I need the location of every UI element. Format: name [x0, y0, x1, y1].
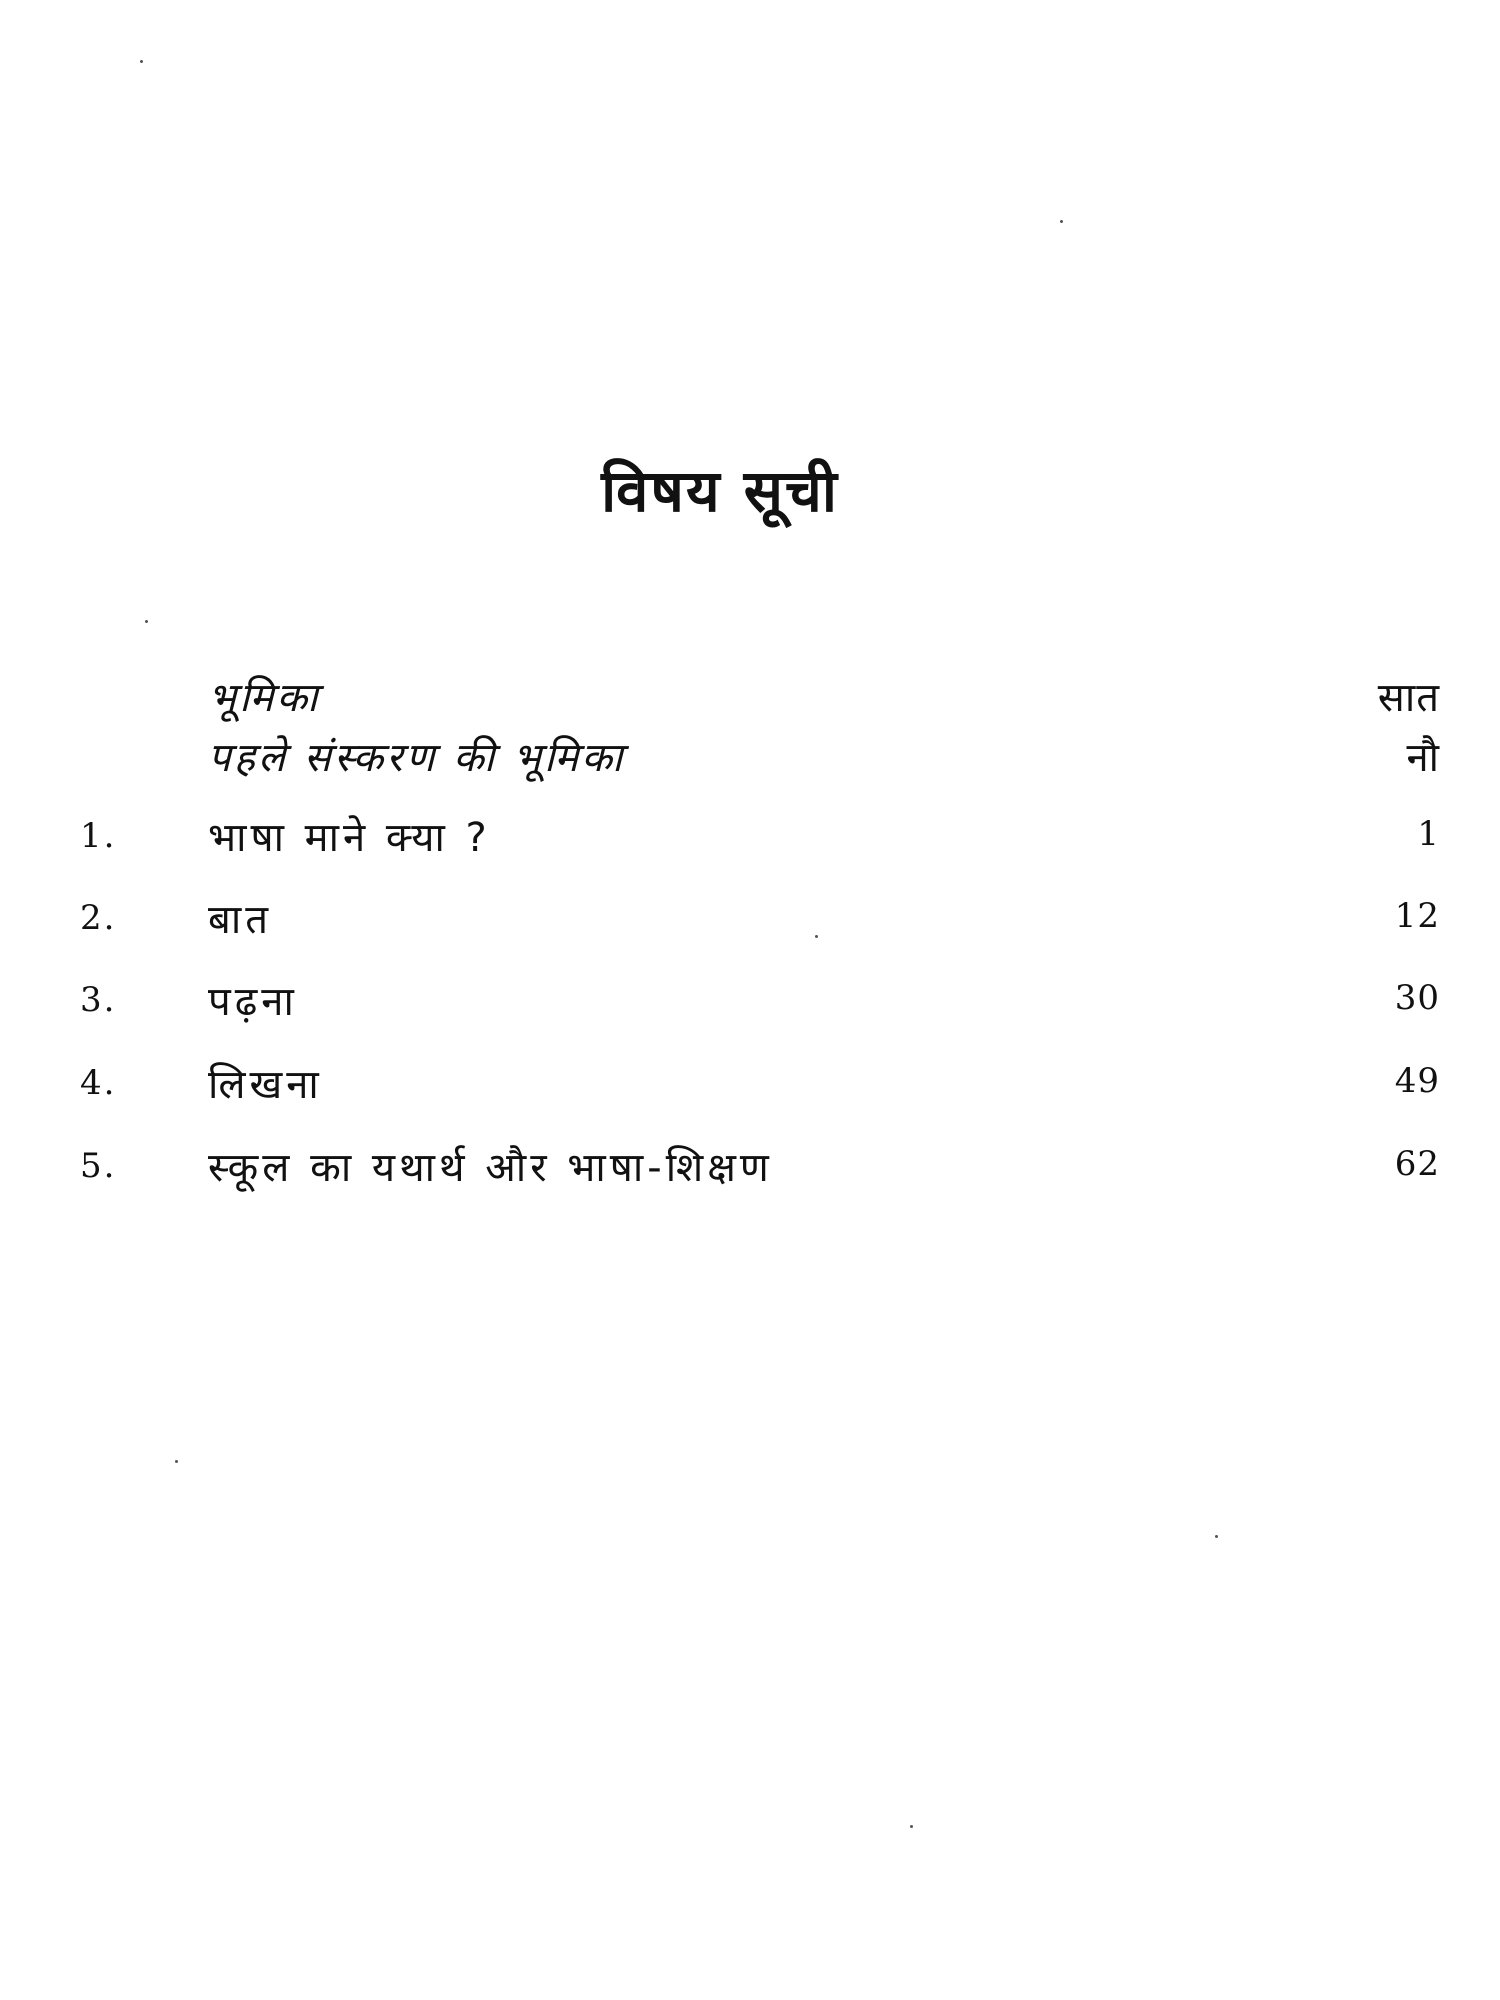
chapter-page: 12 — [1394, 896, 1440, 936]
chapter-title: पढ़ना — [208, 979, 298, 1025]
chapter-number: 5. — [80, 1146, 117, 1186]
scan-speck — [815, 935, 818, 938]
scan-speck — [145, 620, 148, 623]
page-title: विषय सूची — [601, 457, 839, 525]
chapter-page: 1 — [1417, 814, 1440, 854]
scan-speck — [1215, 1535, 1218, 1538]
toc-entry-page: सात — [1377, 675, 1440, 721]
toc-entry-chapter-4 — [0, 1055, 1500, 1115]
chapter-title: लिखना — [208, 1062, 323, 1108]
scan-speck — [175, 1460, 178, 1463]
chapter-number: 1. — [80, 816, 117, 856]
toc-entry-chapter-2 — [0, 890, 1500, 950]
chapter-number: 2. — [80, 898, 117, 938]
chapter-title: स्कूल का यथार्थ और भाषा-शिक्षण — [208, 1145, 773, 1191]
toc-entry-chapter-1 — [0, 808, 1500, 868]
chapter-page: 62 — [1394, 1144, 1440, 1184]
toc-entry-preface — [0, 668, 1500, 728]
chapter-title: भाषा माने क्या ? — [208, 815, 491, 861]
scan-speck — [910, 1825, 913, 1828]
toc-entry-label: पहले संस्करण की भूमिका — [208, 735, 626, 781]
toc-entry-chapter-3 — [0, 972, 1500, 1032]
chapter-number: 3. — [80, 980, 117, 1020]
toc-entry-page: नौ — [1406, 735, 1440, 781]
toc-entry-label: भूमिका — [208, 675, 321, 721]
scan-speck — [140, 60, 143, 63]
chapter-page: 30 — [1394, 978, 1440, 1018]
chapter-page: 49 — [1394, 1061, 1440, 1101]
scan-speck — [1060, 220, 1063, 223]
chapter-number: 4. — [80, 1063, 117, 1103]
toc-entry-first-edition-preface — [0, 728, 1500, 788]
chapter-title: बात — [208, 897, 272, 943]
toc-entry-chapter-5 — [0, 1138, 1500, 1198]
